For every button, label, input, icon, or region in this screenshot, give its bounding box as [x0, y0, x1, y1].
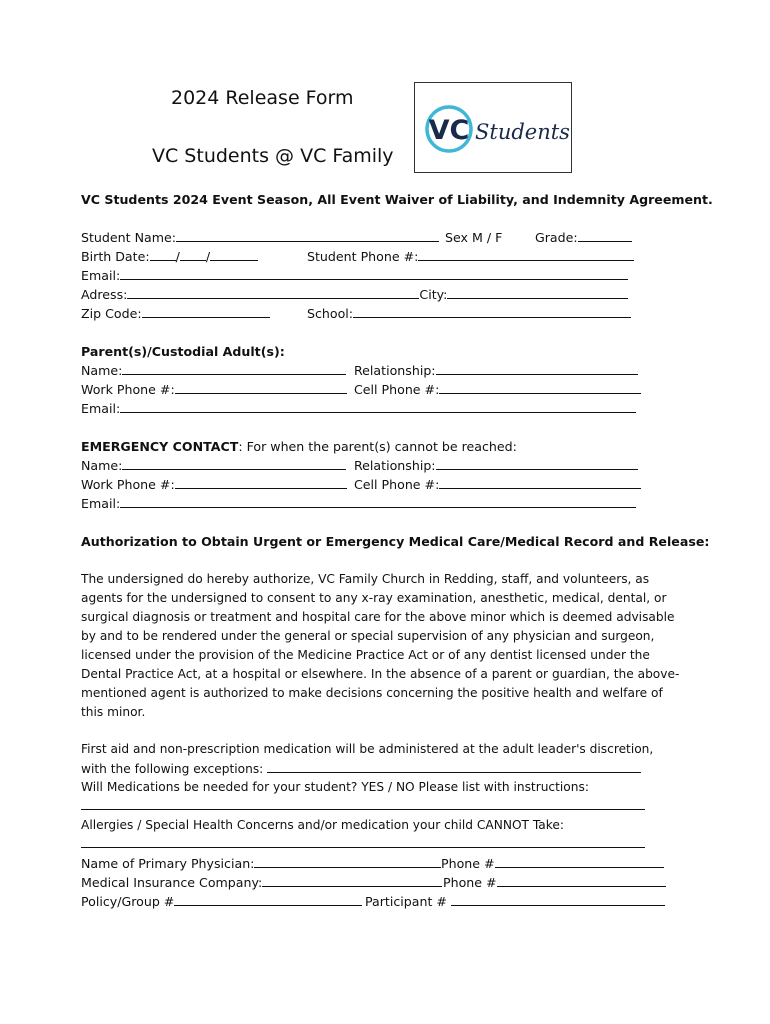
parent-name-row [81, 361, 346, 380]
insurance-row [81, 873, 442, 892]
emergency-work-phone-row [81, 475, 347, 494]
parent-cell-phone-label: Cell Phone #: [354, 382, 440, 397]
vc-students-logo [414, 82, 572, 173]
meds-question: Will Medications be needed for your student? YES / NO Please list with instructions: [81, 780, 589, 794]
first-aid-line: First aid and non-prescription medication will be administered at the adult leader's discretion, [81, 742, 654, 756]
sex-label[interactable]: Sex M / F [445, 230, 503, 245]
paragraph-line: licensed under the provision of the Medicine Practice Act or of any dentist licensed under the [81, 648, 650, 662]
physician-phone-field[interactable] [495, 854, 664, 868]
logo-vc-text: VC [428, 115, 470, 146]
parent-cell-phone-field[interactable] [439, 380, 641, 394]
emergency-heading-rest: : For when the parent(s) cannot be reached: [238, 439, 517, 454]
policy-field[interactable] [174, 892, 362, 906]
emergency-email-label: Email: [81, 496, 121, 511]
form-title: 2024 Release Form [171, 87, 354, 109]
emergency-relationship-row [354, 456, 638, 475]
paragraph-line: mentioned agent is authorized to make decisions concerning the positive health and welfare of [81, 686, 663, 700]
paragraph-line: surgical diagnosis or treatment and hospital care for the above minor which is deemed advisable [81, 610, 675, 624]
student-phone-field[interactable] [418, 247, 634, 261]
parent-work-phone-row [81, 380, 347, 399]
logo-students-text: Students [475, 120, 570, 144]
paragraph-line: by and to be rendered under the general or special supervision of any physician and surgeon, [81, 629, 655, 643]
address-row [81, 285, 628, 304]
policy-row [81, 892, 362, 911]
paragraph-line: Dental Practice Act, at a hospital or elsewhere. In the absence of a parent or guardian, the above- [81, 667, 680, 681]
emergency-cell-phone-field[interactable] [439, 475, 641, 489]
zip-label: Zip Code: [81, 306, 142, 321]
physician-label: Name of Primary Physician: [81, 856, 255, 871]
paragraph-line: this minor. [81, 705, 146, 719]
insurance-field[interactable] [262, 873, 442, 887]
address-label: Adress: [81, 287, 128, 302]
school-row [307, 304, 631, 323]
student-email-row [81, 266, 628, 285]
insurance-label: Medical Insurance Company: [81, 875, 263, 890]
student-name-field[interactable] [176, 228, 439, 242]
emergency-name-row [81, 456, 346, 475]
birth-year-field[interactable] [210, 247, 258, 261]
parent-name-field[interactable] [122, 361, 346, 375]
grade-row [535, 228, 632, 247]
policy-label: Policy/Group # [81, 894, 175, 909]
participant-field[interactable] [451, 892, 665, 906]
emergency-heading [81, 437, 517, 456]
birth-month-field[interactable] [150, 247, 176, 261]
physician-field[interactable] [254, 854, 441, 868]
parent-relationship-row [354, 361, 638, 380]
allergies-field[interactable] [81, 847, 645, 848]
grade-field[interactable] [578, 228, 632, 242]
emergency-relationship-field[interactable] [436, 456, 638, 470]
student-name-row [81, 228, 439, 247]
exceptions-label: with the following exceptions: [81, 762, 264, 776]
grade-label: Grade: [535, 230, 578, 245]
authorization-heading: Authorization to Obtain Urgent or Emergency Medical Care/Medical Record and Release: [81, 534, 710, 549]
birth-day-field[interactable] [180, 247, 206, 261]
city-field[interactable] [447, 285, 628, 299]
exceptions-row [81, 759, 641, 779]
zip-row [81, 304, 270, 323]
parent-relationship-field[interactable] [436, 361, 638, 375]
parent-heading: Parent(s)/Custodial Adult(s): [81, 344, 285, 359]
participant-row [365, 892, 665, 911]
student-email-field[interactable] [120, 266, 628, 280]
parent-email-field[interactable] [120, 399, 636, 413]
insurance-phone-row [443, 873, 666, 892]
parent-name-label: Name: [81, 363, 123, 378]
emergency-name-field[interactable] [122, 456, 346, 470]
birth-sep-2: / [205, 249, 211, 264]
emergency-email-field[interactable] [120, 494, 636, 508]
address-field[interactable] [127, 285, 419, 299]
birth-date-row [81, 247, 258, 266]
parent-cell-phone-row [354, 380, 641, 399]
city-label: City: [419, 287, 448, 302]
agreement-heading: VC Students 2024 Event Season, All Event Waiver of Liability, and Indemnity Agreement. [81, 192, 713, 207]
insurance-phone-field[interactable] [497, 873, 666, 887]
paragraph-line: The undersigned do hereby authorize, VC Family Church in Redding, staff, and volunteers, as [81, 572, 650, 586]
form-subtitle: VC Students @ VC Family [152, 145, 394, 167]
allergies-label: Allergies / Special Health Concerns and/or medication your child CANNOT Take: [81, 818, 564, 832]
student-email-label: Email: [81, 268, 121, 283]
student-phone-label: Student Phone #: [307, 249, 419, 264]
parent-email-label: Email: [81, 401, 121, 416]
parent-work-phone-field[interactable] [175, 380, 347, 394]
parent-email-row [81, 399, 636, 418]
physician-phone-label: Phone # [441, 856, 495, 871]
school-label: School: [307, 306, 354, 321]
physician-phone-row [441, 854, 664, 873]
exceptions-field[interactable] [267, 759, 641, 773]
meds-instructions-field[interactable] [81, 809, 645, 810]
emergency-email-row [81, 494, 636, 513]
participant-label: Participant # [365, 894, 447, 909]
physician-row [81, 854, 441, 873]
emergency-work-phone-label: Work Phone #: [81, 477, 175, 492]
insurance-phone-label: Phone # [443, 875, 497, 890]
birth-sep-1: / [175, 249, 180, 264]
emergency-work-phone-field[interactable] [175, 475, 347, 489]
student-name-label: Student Name: [81, 230, 176, 245]
paragraph-line: agents for the undersigned to consent to any x-ray examination, anesthetic, medical, dental, or [81, 591, 667, 605]
school-field[interactable] [353, 304, 631, 318]
authorization-paragraph [81, 570, 679, 722]
emergency-cell-phone-label: Cell Phone #: [354, 477, 440, 492]
emergency-name-label: Name: [81, 458, 123, 473]
emergency-cell-phone-row [354, 475, 641, 494]
parent-work-phone-label: Work Phone #: [81, 382, 175, 397]
emergency-heading-bold: EMERGENCY CONTACT [81, 439, 239, 454]
vc-students-logo-graphic [415, 83, 571, 172]
birth-date-label: Birth Date: [81, 249, 150, 264]
student-phone-row [307, 247, 634, 266]
parent-relationship-label: Relationship: [354, 363, 436, 378]
emergency-relationship-label: Relationship: [354, 458, 436, 473]
zip-field[interactable] [142, 304, 270, 318]
